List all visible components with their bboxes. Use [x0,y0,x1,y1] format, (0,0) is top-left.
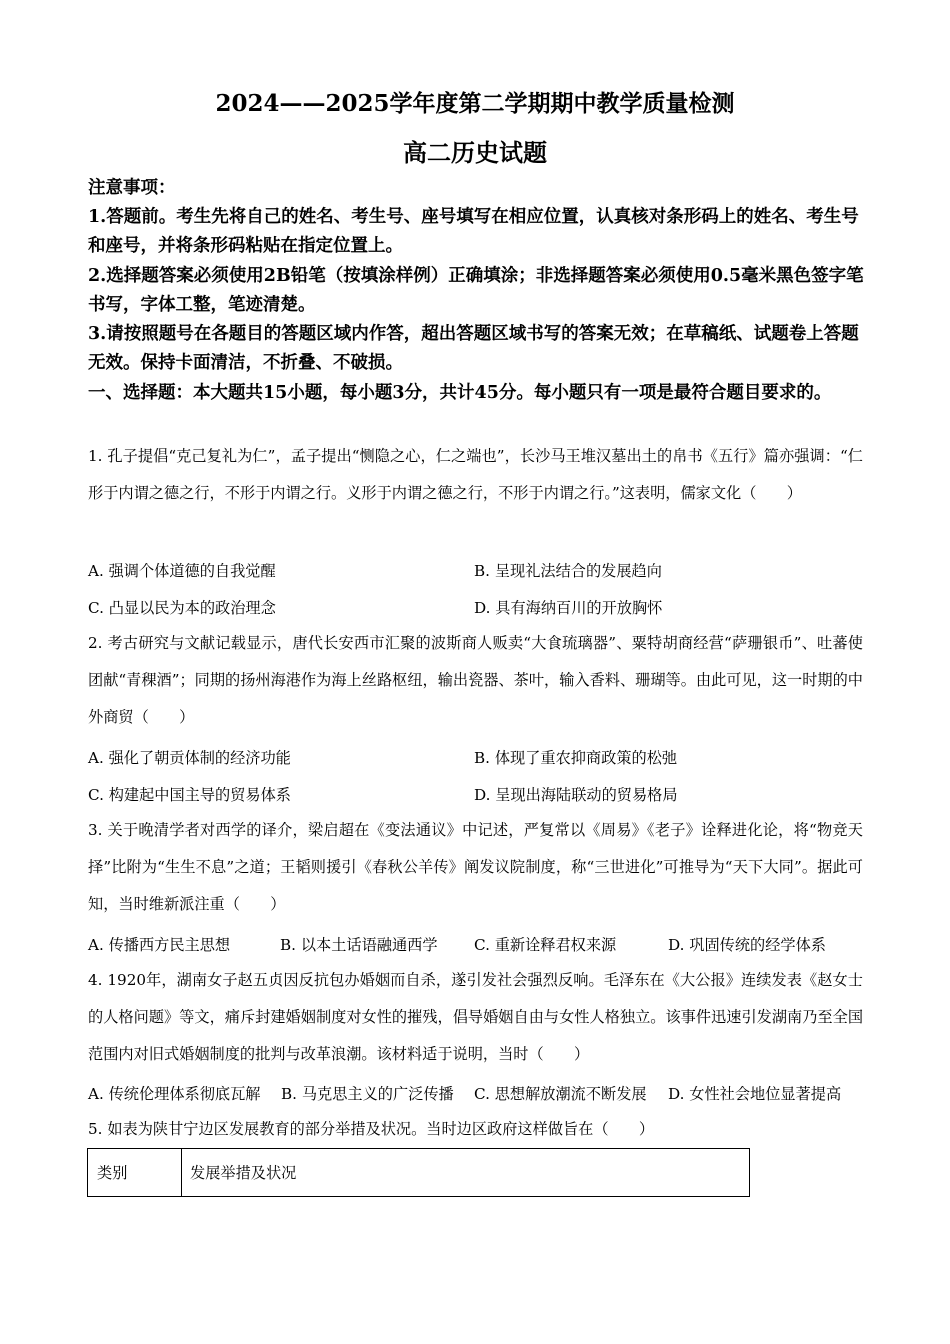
section-heading: 一、选择题：本大题共15小题，每小题3分，共计45分。每小题只有一项是最符合题目要求的。 [88,383,832,403]
option-a: A. 强调个体道德的自我觉醒 [88,562,276,580]
question-stem: 2. 考古研究与文献记载显示，唐代长安西市汇聚的波斯商人贩卖“大食琉璃器”、粟特胡商经营“萨珊银币”、吐蕃使团献“青稞酒”；同期的扬州海港作为海上丝路枢纽，输出瓷器、茶叶，输入香料、珊瑚等。由此可见，这一时期的中外商贸（ ） [88,634,863,726]
table-header-category: 类别 [88,1149,182,1196]
option-b: B. 马克思主义的广泛传播 [281,1085,454,1103]
option-a: A. 强化了朝贡体制的经济功能 [88,749,291,767]
option-d: D. 女性社会地位显著提高 [668,1085,842,1103]
option-a: A. 传播西方民主思想 [88,936,231,954]
option-b: B. 呈现礼法结合的发展趋向 [474,562,662,580]
measures-table [87,1148,750,1197]
question-stem: 4. 1920年，湖南女子赵五贞因反抗包办婚姻而自杀，遂引发社会强烈反响。毛泽东在《大公报》连续发表《赵女士的人格问题》等文，痛斥封建婚姻制度对女性的摧残，倡导婚姻自由与女性人格独立。该事件迅速引发湖南乃至全国范围内对旧式婚姻制度的批判与改革浪潮。该材料适于说明，当时（ ） [88,971,863,1063]
notice-item: 2.选择题答案必须使用2B铅笔（按填涂样例）正确填涂；非选择题答案必须使用0.5毫米黑色签字笔书写，字体工整，笔迹清楚。 [88,266,864,315]
question-stem: 1. 孔子提倡“克己复礼为仁”，孟子提出“恻隐之心，仁之端也”，长沙马王堆汉墓出土的帛书《五行》篇亦强调：“仁形于内谓之德之行，不形于内谓之行。义形于内谓之德之行，不形于内谓之行。”这表明，儒家文化（ ） [88,447,863,502]
option-b: B. 体现了重农抑商政策的松弛 [474,749,678,767]
exam-subject-title: 高二历史试题 [403,138,547,167]
option-b: B. 以本土话语融通西学 [280,936,438,954]
option-c: C. 思想解放潮流不断发展 [474,1085,647,1103]
option-d: D. 巩固传统的经学体系 [668,936,826,954]
option-d: D. 具有海纳百川的开放胸怀 [474,599,663,617]
option-c: C. 构建起中国主导的贸易体系 [88,786,291,804]
notice-heading: 注意事项： [88,178,176,198]
question-stem: 3. 关于晚清学者对西学的译介，梁启超在《变法通议》中记述，严复常以《周易》《老子》诠释进化论，将“物竞天择”比附为“生生不息”之道；王韬则援引《春秋公羊传》阐发议院制度，称“三世进化”可推导为“天下大同”。据此可知，当时维新派注重（ ） [88,821,863,913]
exam-title: 2024——2025学年度第二学期期中教学质量检测 [215,90,735,117]
question-stem: 5. 如表为陕甘宁边区发展教育的部分举措及状况。当时边区政府这样做旨在（ ） [88,1120,655,1138]
table-header-measures: 发展举措及状况 [190,1164,297,1182]
notice-item: 1.答题前。考生先将自己的姓名、考生号、座号填写在相应位置，认真核对条形码上的姓名、考生号和座号，并将条形码粘贴在指定位置上。 [88,207,859,256]
notice-item: 3.请按照题号在各题目的答题区域内作答，超出答题区域书写的答案无效；在草稿纸、试题卷上答题无效。保持卡面清洁，不折叠、不破损。 [88,324,859,373]
option-c: C. 凸显以民为本的政治理念 [88,599,276,617]
option-a: A. 传统伦理体系彻底瓦解 [88,1085,261,1103]
option-c: C. 重新诠释君权来源 [474,936,617,954]
option-d: D. 呈现出海陆联动的贸易格局 [474,786,678,804]
